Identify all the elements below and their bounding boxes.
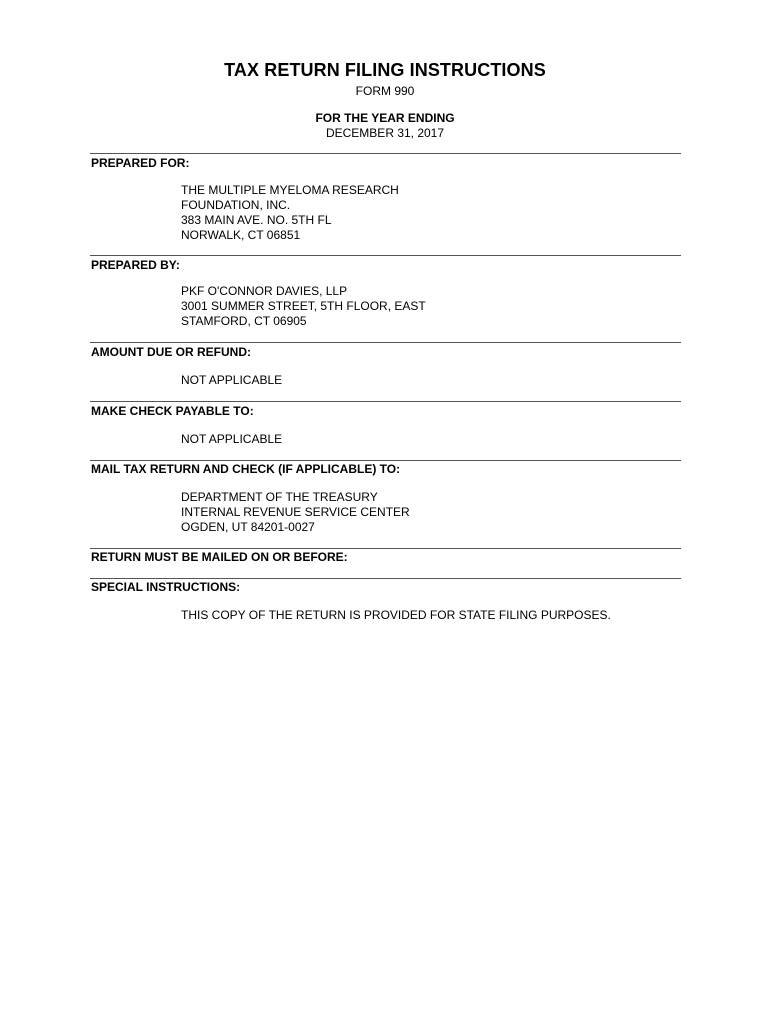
section-divider (90, 342, 681, 343)
address-line: DEPARTMENT OF THE TREASURY (181, 490, 378, 504)
special-instructions-text (181, 608, 611, 623)
payable-to-heading: MAKE CHECK PAYABLE TO: (91, 404, 254, 418)
section-divider (90, 255, 681, 256)
section-divider (90, 578, 681, 579)
amount-due-heading: AMOUNT DUE OR REFUND: (91, 345, 251, 359)
address-line: 383 MAIN AVE. NO. 5TH FL (181, 213, 332, 227)
mail-to-heading: MAIL TAX RETURN AND CHECK (IF APPLICABLE) TO: (91, 462, 401, 476)
special-instructions-heading: SPECIAL INSTRUCTIONS: (91, 580, 241, 594)
address-line: INTERNAL REVENUE SERVICE CENTER (181, 505, 410, 519)
mail-by-heading: RETURN MUST BE MAILED ON OR BEFORE: (91, 550, 348, 564)
address-line: PKF O'CONNOR DAVIES, LLP (181, 284, 348, 298)
payable-to-value (181, 432, 282, 447)
section-divider (90, 401, 681, 402)
document-title: TAX RETURN FILING INSTRUCTIONS (224, 60, 546, 80)
address-line: STAMFORD, CT 06905 (181, 314, 307, 328)
year-ending-label: FOR THE YEAR ENDING (315, 111, 455, 125)
prepared-for-address (181, 183, 399, 243)
prepared-by-heading: PREPARED BY: (91, 258, 180, 272)
form-number: FORM 990 (355, 84, 415, 98)
mail-to-address (181, 490, 410, 535)
amount-due-value (181, 373, 282, 388)
address-line: OGDEN, UT 84201-0027 (181, 520, 315, 534)
section-divider (90, 153, 681, 154)
section-divider (90, 548, 681, 549)
value-line: NOT APPLICABLE (181, 432, 283, 446)
section-divider (90, 460, 681, 461)
year-ending-value: DECEMBER 31, 2017 (325, 126, 445, 140)
address-line: FOUNDATION, INC. (181, 198, 291, 212)
value-line: NOT APPLICABLE (181, 373, 283, 387)
instruction-line: THIS COPY OF THE RETURN IS PROVIDED FOR STATE FILING PURPOSES. (181, 608, 611, 622)
address-line: 3001 SUMMER STREET, 5TH FLOOR, EAST (181, 299, 426, 313)
address-line: NORWALK, CT 06851 (181, 228, 301, 242)
prepared-by-address (181, 284, 426, 329)
prepared-for-heading: PREPARED FOR: (91, 156, 190, 170)
address-line: THE MULTIPLE MYELOMA RESEARCH (181, 183, 399, 197)
